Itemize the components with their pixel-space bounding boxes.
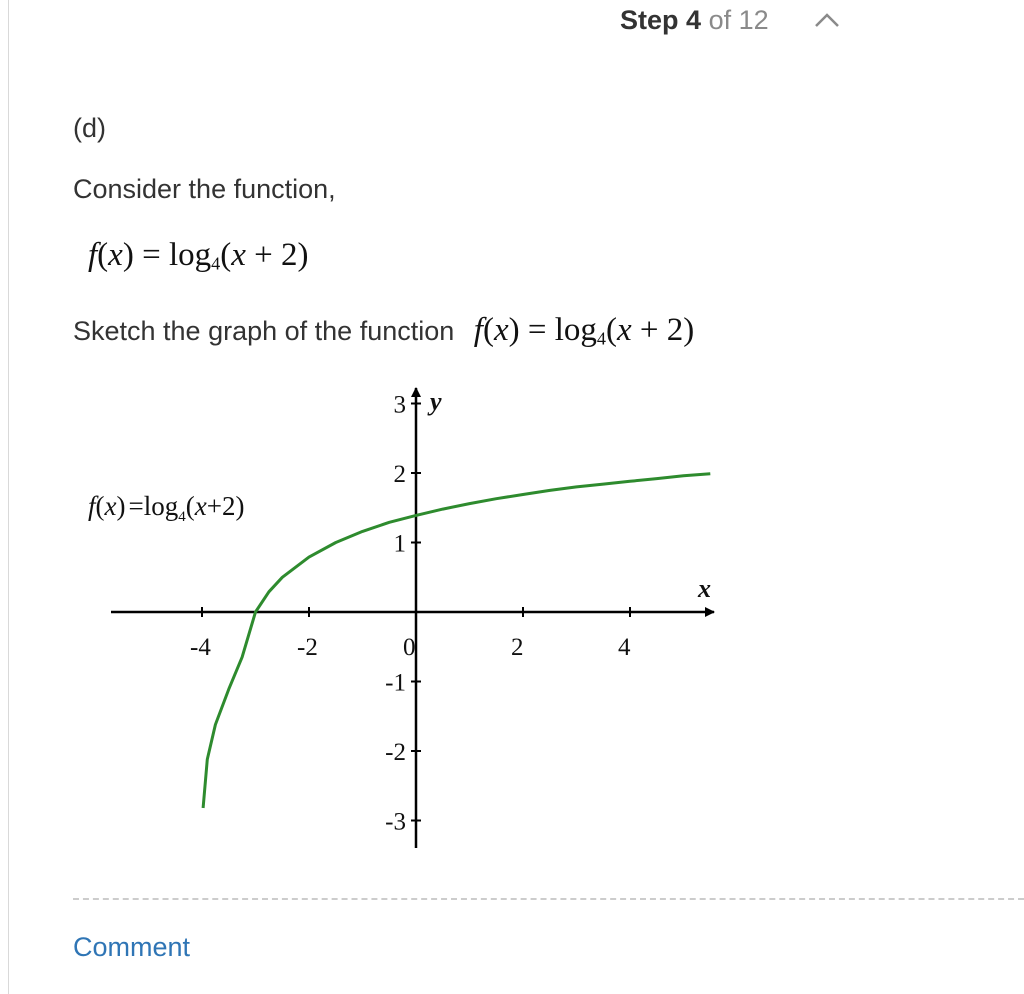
x-tick-label: 4	[618, 634, 631, 661]
sketch-equals: =	[527, 312, 547, 348]
sketch-text: Sketch the graph of the function	[73, 316, 455, 346]
x-tick-label: 0	[403, 634, 416, 661]
sketch-log: log	[554, 312, 597, 348]
graph-label-close: )	[116, 491, 126, 521]
graph-label-plus: +	[206, 491, 222, 521]
comment-link[interactable]: Comment	[73, 932, 191, 962]
sketch-base: 4	[596, 328, 606, 349]
step-word: Step	[620, 5, 679, 35]
part-label: (d)	[73, 113, 106, 143]
graph-label-f: f	[88, 491, 96, 521]
function-formula	[88, 237, 308, 275]
graph-label-close-2: )	[235, 491, 245, 521]
formula-base: 4	[211, 253, 221, 274]
axis-ticks	[202, 404, 630, 821]
step-indicator	[620, 4, 769, 36]
log-curve-line	[203, 474, 710, 808]
formula-close: )	[122, 237, 134, 273]
graph-label-log: log	[143, 491, 179, 521]
x-tick-label: 2	[511, 634, 524, 661]
y-tick-label: 3	[393, 391, 406, 419]
tick-labels	[190, 387, 711, 836]
y-tick-label: 2	[393, 461, 406, 488]
sketch-close: )	[508, 312, 520, 348]
sketch-two: 2	[666, 312, 684, 348]
graph-label-x: x	[104, 491, 117, 521]
sketch-close-2: )	[683, 312, 695, 348]
formula-close-2: )	[297, 237, 309, 273]
curve	[203, 474, 710, 808]
sketch-open-2: (	[605, 312, 617, 348]
formula-equals: =	[142, 237, 161, 273]
formula-x-2: x	[231, 237, 246, 273]
sketch-x: x	[493, 312, 509, 348]
graph-label-equals: =	[128, 491, 144, 521]
sketch-open: (	[482, 312, 494, 348]
formula-open: (	[97, 237, 109, 273]
graph-label-base: 4	[178, 509, 186, 525]
y-axis-label: y	[430, 387, 442, 416]
step-number: 4	[686, 5, 702, 35]
sketch-f: f	[473, 312, 483, 348]
formula-x: x	[108, 237, 123, 273]
graph-label-two: 2	[221, 491, 236, 521]
graph-label-x-2: x	[194, 491, 207, 521]
x-tick-label: -2	[297, 634, 318, 661]
graph-label-open-2: (	[185, 491, 195, 521]
y-tick-label: -2	[385, 739, 406, 766]
graph-label-open: (	[95, 491, 105, 521]
graph-label-text	[88, 491, 244, 525]
x-axis-label: x	[698, 574, 711, 603]
step-of: of	[708, 5, 732, 35]
y-tick-label: -1	[385, 669, 406, 697]
y-tick-label: 1	[393, 530, 406, 558]
y-tick-label: -3	[385, 808, 406, 836]
collapse-step-button[interactable]	[812, 6, 842, 32]
x-tick-label: -4	[190, 634, 211, 661]
formula-open-2: (	[220, 237, 232, 273]
sketch-instruction	[73, 312, 694, 350]
formula-log: log	[168, 237, 212, 273]
divider	[73, 898, 1024, 900]
intro-text: Consider the function,	[73, 174, 336, 204]
step-total: 12	[738, 5, 769, 35]
axes	[111, 388, 714, 848]
sketch-plus: +	[639, 312, 659, 348]
formula-two: 2	[280, 237, 298, 273]
formula-plus: +	[254, 237, 273, 273]
sketch-x-2: x	[616, 312, 632, 348]
formula-f: f	[88, 237, 98, 273]
left-border	[8, 0, 9, 994]
sketch-formula	[474, 312, 694, 348]
chevron-up-icon	[812, 6, 842, 32]
graph-function-label	[88, 491, 244, 525]
